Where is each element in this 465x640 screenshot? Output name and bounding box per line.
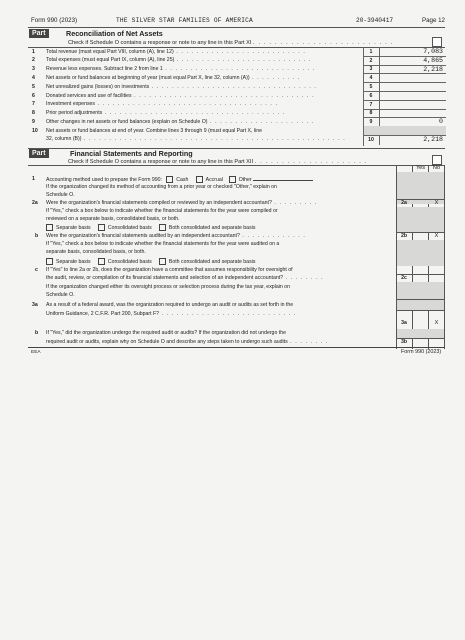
cash-checkbox[interactable]: [166, 176, 173, 183]
line-label: 6: [369, 92, 373, 99]
line-2a-label: 2a: [401, 200, 407, 206]
shaded-area: [397, 207, 444, 233]
line-value: 0: [439, 118, 443, 126]
line-description: Donated services and use of facilities . . . . . . . . . . . . . . . . . . . . . . . . . . . . . . . . . . . .: [46, 92, 315, 99]
line-value: 4,865: [423, 56, 443, 64]
separate-basis-checkbox[interactable]: [46, 258, 53, 265]
separate-basis-checkbox[interactable]: [46, 224, 53, 231]
line-description: Total revenue (must equal Part VIII, column (A), line 12) . . . . . . . . . . . . . . . . . . . . . . . . . .: [46, 48, 306, 55]
line-number: 5: [32, 83, 35, 90]
shaded-area: [397, 240, 444, 266]
cell-divider: [379, 109, 380, 118]
page-number: Page 12: [421, 17, 445, 24]
line-3a-label: 3a: [401, 320, 407, 326]
line-number: 6: [32, 92, 35, 99]
divider: [28, 347, 445, 348]
line-number: 3: [32, 66, 35, 73]
part-title: Financial Statements and Reporting: [70, 149, 193, 158]
line-description: Net unrealized gains (losses) on investments . . . . . . . . . . . . . . . . . . . . . . . . . . . . . . . . .: [46, 83, 317, 90]
line-label: 2: [369, 57, 373, 64]
shaded-area: [397, 282, 444, 299]
line-2c-label: 2c: [401, 275, 407, 281]
line-label: 4: [369, 75, 373, 82]
divider: [28, 165, 445, 166]
part-tag: Part XI: [29, 29, 49, 38]
no-header: No: [432, 165, 441, 171]
other-checkbox[interactable]: [229, 176, 236, 183]
line-description: Net assets or fund balances at beginning of year (must equal Part X, line 32, column (A)) . . . . . . . . . .: [46, 74, 301, 81]
line-number: 9: [32, 118, 35, 125]
line-value: 2,218: [423, 65, 443, 73]
line-number: 4: [32, 74, 35, 81]
line-description: Prior period adjustments . . . . . . . . . . . . . . . . . . . . . . . . . . . . . . . . . . . .: [46, 110, 286, 117]
line-3a-no: X: [434, 320, 439, 326]
line-label: 8: [369, 110, 373, 117]
both-basis-checkbox[interactable]: [159, 224, 166, 231]
line-2b-label: 2b: [400, 233, 408, 239]
footer-form: Form 990 (2023): [401, 349, 442, 355]
consolidated-basis-checkbox[interactable]: [98, 258, 105, 265]
line-label: 7: [369, 101, 373, 108]
line-number: 1: [32, 48, 35, 55]
line-3b-label: 3b: [400, 339, 408, 345]
line-number: 7: [32, 101, 35, 108]
both-basis-checkbox[interactable]: [159, 258, 166, 265]
shaded-area: [397, 300, 444, 310]
line-label: 9: [369, 119, 373, 126]
cell-divider: [379, 73, 380, 82]
cell-divider: [379, 82, 380, 91]
schedule-o-checkbox[interactable]: [432, 37, 442, 47]
line-description: Investment expenses . . . . . . . . . . . . . . . . . . . . . . . . . . . . . . . . . . . .: [46, 101, 279, 108]
line-label: 10: [368, 137, 374, 144]
line-label: 5: [369, 84, 373, 90]
accrual-checkbox[interactable]: [196, 176, 203, 183]
divider: [28, 27, 445, 28]
line-number: 10: [32, 127, 38, 134]
line-value: 7,083: [423, 48, 443, 55]
line-description: Net assets or fund balances at end of year. Combine lines 3 through 9 (must equal Part X, line: [46, 127, 262, 134]
schedule-o-checkbox[interactable]: [432, 155, 442, 165]
schedule-o-note: Check if Schedule O contains a response or note to any line in this Part XI . . . . . . . . . . . . . . . . . . . . . . . . . .: [68, 40, 394, 46]
form-page: Form 990 (2023) THE SILVER STAR FAMILIES OF AMERICA 20-3940417 Page 12 Part XI Reconciliation of Net Assets Check if Schedule O contains a response or note to any line in this Part XI . . . . . . . . . . . . . . . . . . . . . . . . . . 1 Total revenue (must equal Part VIII, column (A), line 12) . . . . . . . . . . . . . . . . . . . . . . . . . . 1 7,083 2 Total expenses (must equal Part IX, column (A), line 25) . . . . . . . . . . . . . . . . . . . . . . . . . . . 2 4,865 3 Revenue less expenses. Subtract line 2 from line 1 . . . . . . . . . . . . . . . . . . . . . . . . . . . . . . 3 2,218 4 Net assets or fund balances at beginning of year (must equal Part X, line 32, column (A)) . . . . . . . . . . 4 5 Net unrealized gains (losses) on investments . . . . . . . . . . . . . . . . . . . . . . . . . . . . . . . . . 5 6 Donated services and use of facilities . . . . . . . . . . . . . . . . . . . . . . . . . . . . . . . . . . . . 6 7 Investment expenses . . . . . . . . . . . . . . . . . . . . . . . . . . . . . . . . . . . . 7 8 Prior period adjustments . . . . . . . . . . . . . . . . . . . . . . . . . . . . . . . . . . . . 8 9 Other changes in net assets or fund balances (explain on Schedule O) . . . . . . . . . . . . . . . . . . . . . 9 0 10 Net assets or fund balances at end of year. Combine lines 3 through 9 (must equal Part X, line 32, column (B)) . . . . . . . . . . . . . . . . . . . . . . . . . . . . . . . . . . . . . . . . . . . . . . . . . . . . 10 2,218 Part XII Financial Statements and Reporting Check if Schedule O contains a response or note to any line in this Part XII . . . . . . . . . . . . . . . . . . . . . Yes No 1 Accounting method used to prepare the Form 990: Cash Accrual Other If the organization changed its method of accounting from a prior year or checked "Other," explain on Schedule O. 2a Were the organization's financial statements compiled or reviewed by an independent accountant? . . . . . . . . . 2a X If "Yes," check a box below to indicate whether the financial statements for the year were compiled or reviewed on a separate basis, consolidated basis, or both. Separate basis Consolidated basis Both consolidated and separate basis b Were the organization's financial statements audited by an independent accountant? . . . . . . . . . . . . . 2b X If "Yes," check a box below to indicate whether the financial statements for the year were audited on a separate basis, consolidated basis, or both. Separate basis Consolidated basis Both consolidated and separate basis c If "Yes" to line 2a or 2b, does the organization have a committee that assumes responsibility for oversight of the audit, review, or compilation of its financial statements and selection of an independent accountant? . . . . . . . . 2c If the organization changed either its oversight process or selection process during the tax year, explain on Schedule O. 3a As a result of a federal award, was the organization required to undergo an audit or audits as set forth in the Uniform Guidance, 2 C.F.R. Part 200, Subpart F? . . . . . . . . . . . . . . . . . . . . . . . . . . . 3a X b If "Yes," did the organization undergo the required audit or audits? If the organization did not undergo the required audit or audits, explain why on Schedule O and describe any steps taken to undergo such audits . . . . . . . . 3b EEA Form 990 (2023): [0, 0, 465, 640]
cell-divider: [379, 100, 380, 109]
shaded-area: [397, 329, 444, 338]
line-2b-no: X: [434, 233, 439, 239]
cell-divider: [379, 91, 380, 100]
part-tag: Part XII: [29, 149, 49, 158]
line-description: Revenue less expenses. Subtract line 2 from line 1 . . . . . . . . . . . . . . . . . . . . . . . . . . . . . .: [46, 66, 316, 73]
yes-header: Yes: [415, 165, 426, 171]
shaded-area: [363, 126, 446, 135]
line-description: 32, column (B)) . . . . . . . . . . . . . . . . . . . . . . . . . . . . . . . . . . . . . . . . . . . . . . . . . . . .: [46, 136, 346, 143]
line-label: 1: [369, 48, 373, 55]
line-label: 3: [369, 66, 373, 73]
line-2a-no: X: [434, 200, 439, 206]
ein: 20-3940417: [356, 17, 394, 24]
line-value: 2,218: [423, 136, 443, 144]
line-description: Other changes in net assets or fund balances (explain on Schedule O) . . . . . . . . . . . . . . . . . . . . .: [46, 118, 315, 125]
form-year: Form 990 (2023): [31, 17, 78, 24]
part-title: Reconciliation of Net Assets: [66, 29, 163, 38]
page-header: [28, 17, 445, 26]
schedule-o-note: Check if Schedule O contains a response or note to any line in this Part XII . . . . . . . . . . . . . . . . . . . . .: [68, 159, 368, 165]
consolidated-basis-checkbox[interactable]: [98, 224, 105, 231]
eea-mark: EEA: [31, 350, 41, 355]
line-number: 2: [32, 57, 35, 64]
line-description: Total expenses (must equal Part IX, column (A), line 25) . . . . . . . . . . . . . . . . . . . . . . . . . . .: [46, 57, 312, 64]
line-number: 8: [32, 110, 35, 117]
organization-name: THE SILVER STAR FAMILIES OF AMERICA: [116, 17, 253, 24]
